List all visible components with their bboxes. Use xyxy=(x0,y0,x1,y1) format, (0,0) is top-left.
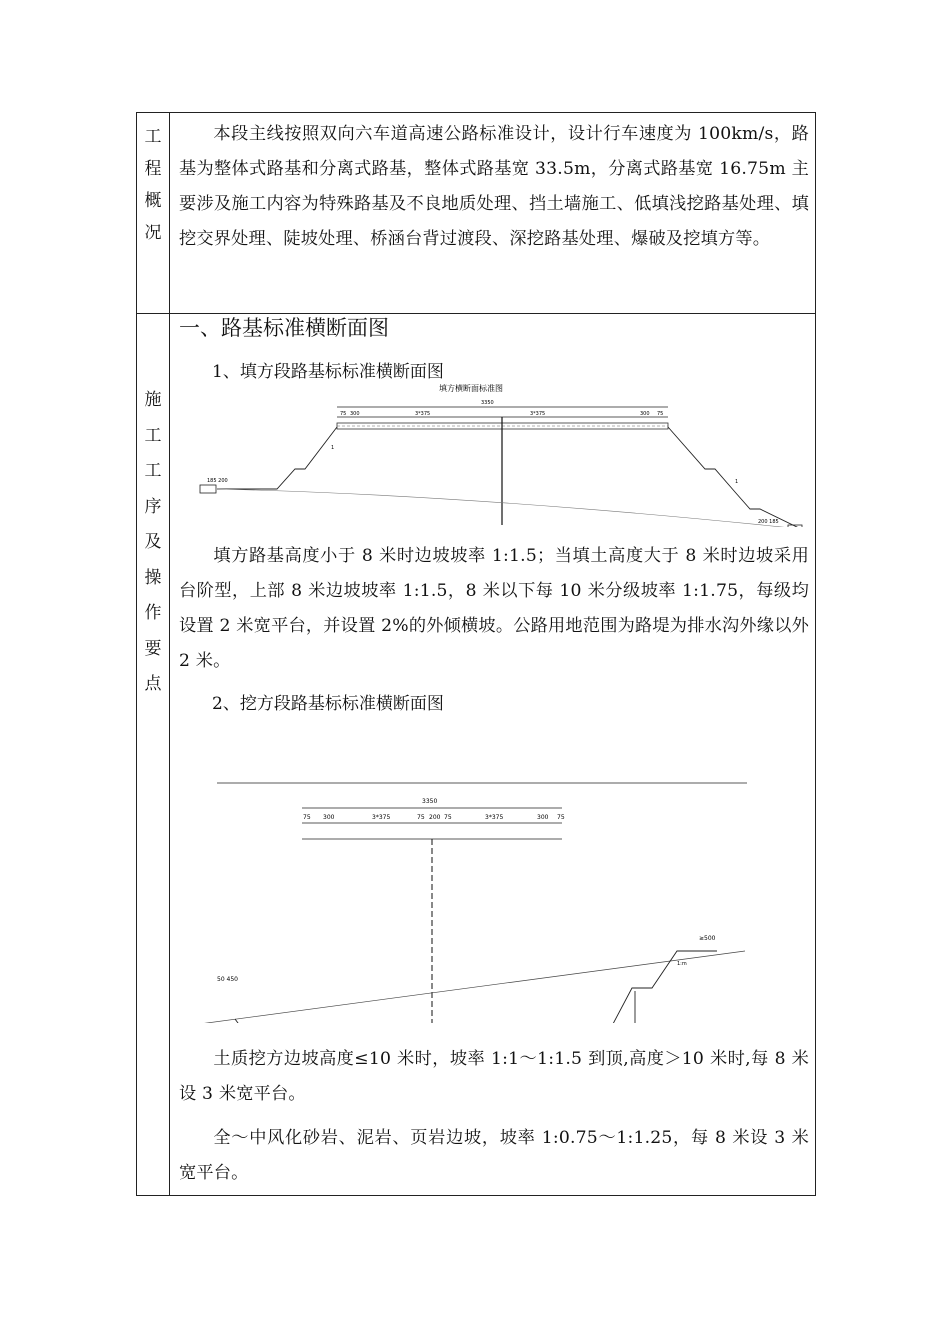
ground-line xyxy=(217,489,801,527)
label-char: 操 xyxy=(144,567,162,588)
label-char: 施 xyxy=(144,390,162,410)
dim-label: 300 xyxy=(640,411,650,417)
overview-label xyxy=(137,121,169,249)
label-char: 点 xyxy=(144,674,162,694)
dim-label: 3*375 xyxy=(372,814,391,821)
dim-label: 75 xyxy=(557,814,565,821)
dim-label: 3*375 xyxy=(415,411,431,417)
slope-label: 1 xyxy=(735,479,739,485)
left-ditch xyxy=(200,485,216,493)
dim-label: 75 xyxy=(340,411,347,417)
slope-label: 1 xyxy=(331,445,335,451)
label-char: 况 xyxy=(144,223,162,243)
fill-heading: 1、填方段路基标标准横断面图 xyxy=(212,362,444,382)
dim-label: 3*375 xyxy=(485,814,504,821)
dim-label: 3350 xyxy=(481,400,494,406)
ditch-label: 200 185 xyxy=(758,519,779,525)
dim-label: 300 xyxy=(537,814,549,821)
label-char: 工 xyxy=(144,425,162,446)
dim-label: 300 xyxy=(323,814,335,821)
cut-cross-section-figure xyxy=(177,773,797,1023)
label-char: 工 xyxy=(144,461,162,481)
left-slope xyxy=(217,427,337,489)
label-char: 工 xyxy=(144,127,162,147)
label-char: 及 xyxy=(144,532,162,552)
dim-label: 75 xyxy=(444,814,452,821)
label-char: 作 xyxy=(144,603,162,623)
dim-label: 75 xyxy=(657,411,664,417)
ditch-label: 185 200 xyxy=(207,478,228,484)
fill-cross-section-figure xyxy=(195,377,815,527)
right-slope xyxy=(668,427,801,527)
overview-text: 本段主线按照双向六车道高速公路标准设计，设计行车速度为 100km/s，路基为整体式路基和分离式路基，整体式路基宽 33.5m，分离式路基宽 16.75m 主要涉及施工内容为特殊路基及不良地质处理、挡土墙施工、低填浅挖路基处理、填挖交界处理、陡坡处理、桥涵台背过渡段、深挖路基处理、爆破及挖填方等。 xyxy=(179,124,809,249)
ditch-label: 50 450 xyxy=(217,976,238,983)
procedure-table xyxy=(136,112,816,1196)
cut-description-2: 全～中风化砂岩、泥岩、页岩边坡，坡率 1:0.75～1:1.25，每 8 米设 3 米宽平台。 xyxy=(179,1128,809,1183)
label-char: 概 xyxy=(144,191,162,211)
section-heading: 一、路基标准横断面图 xyxy=(179,316,389,340)
dim-label: 200 xyxy=(429,814,441,821)
slope-label: 1:m xyxy=(677,961,687,967)
figure-title: 填方横断面标准图 xyxy=(439,384,503,393)
label-char: 要 xyxy=(144,638,162,659)
dim-label: 3350 xyxy=(422,798,438,805)
procedures-label xyxy=(137,383,169,703)
dim-label: 75 xyxy=(417,814,425,821)
dim-label: 3*375 xyxy=(530,411,546,417)
dim-label: 300 xyxy=(350,411,360,417)
column-divider xyxy=(169,113,170,1195)
label-char: 程 xyxy=(144,159,162,179)
ground-line xyxy=(177,951,745,1023)
cut-description-1: 土质挖方边坡高度≤10 米时，坡率 1:1～1:1.5 到顶,高度＞10 米时,每 8 米设 3 米宽平台。 xyxy=(179,1049,809,1104)
cut-heading: 2、挖方段路基标标准横断面图 xyxy=(212,694,444,714)
ditch-label: ≥500 xyxy=(699,935,716,942)
fill-description: 填方路基高度小于 8 米时边坡坡率 1:1.5；当填土高度大于 8 米时边坡采用台阶型，上部 8 米边坡坡率 1:1.5，8 米以下每 10 米分级坡率 1:1.75，每级均设置 2 米宽平台，并设置 2%的外倾横坡。公路用地范围为路堤为排水沟外缘以外 2 米。 xyxy=(179,546,809,671)
dim-label: 75 xyxy=(303,814,311,821)
label-char: 序 xyxy=(144,496,162,517)
